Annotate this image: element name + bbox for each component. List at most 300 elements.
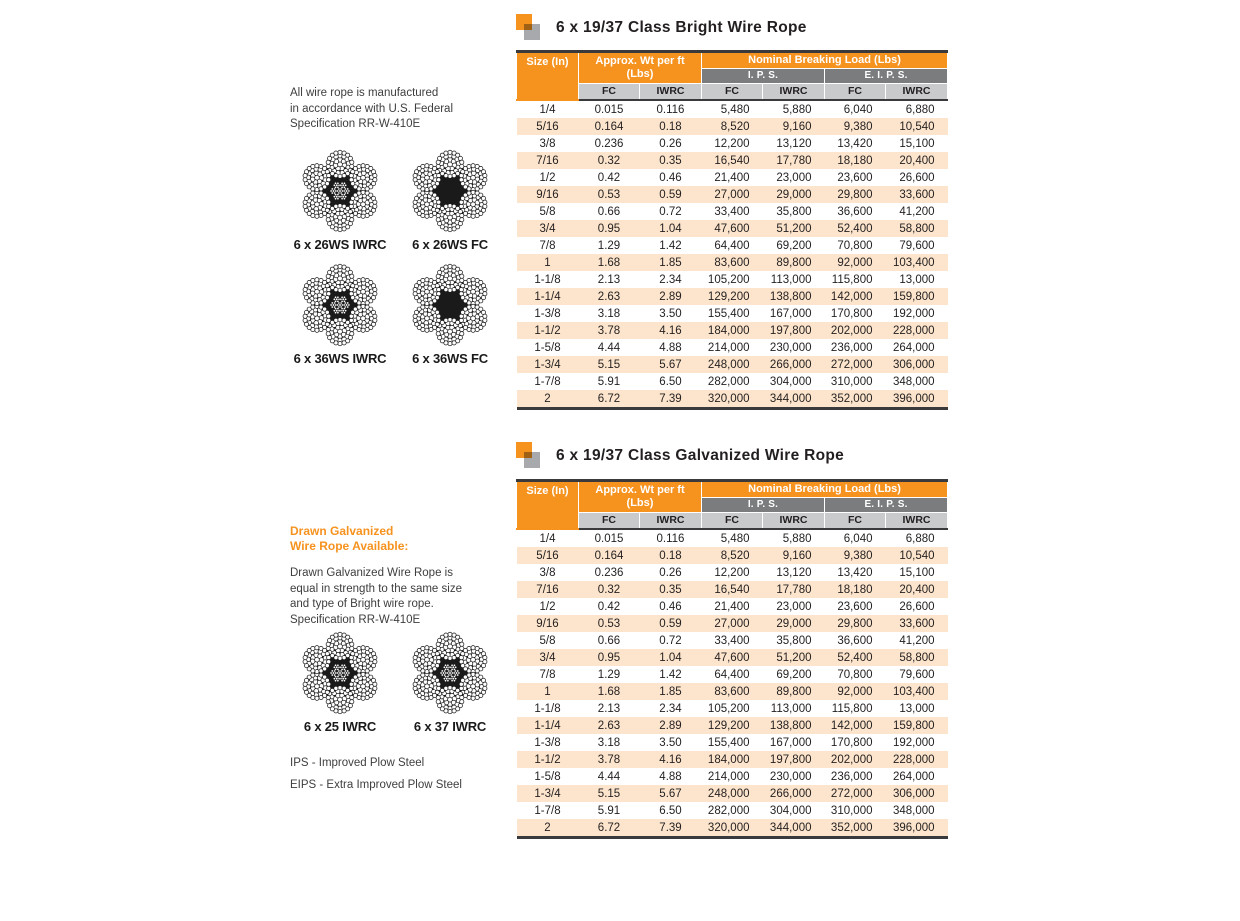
table-cell: 15,100 [899,137,935,150]
table-row [517,649,948,666]
table-cell: 1.42 [659,239,682,252]
table-cell: 33,400 [714,634,750,647]
table-row [517,118,948,135]
table-cell: 2.13 [597,273,621,286]
diagram-label: 6 x 25 IWRC [303,719,377,734]
table-cell: 0.72 [659,205,682,218]
table-cell: 4.44 [597,770,621,783]
table-cell: 58,800 [899,651,935,664]
table-cell: 58,800 [899,222,935,235]
col-header-ips: I. P. S. [702,69,825,84]
table-row [517,547,948,564]
table-cell: 1-7/8 [534,804,561,817]
table-cell: 184,000 [707,324,750,337]
table-cell: 2.63 [597,290,621,303]
table-row [517,169,948,186]
diagram-6x25-iwrc [285,630,395,734]
table-cell: 21,400 [714,171,750,184]
table-cell: 129,200 [707,719,750,732]
table-cell: 79,600 [899,668,935,681]
table-row [517,632,948,649]
table-cell: 9/16 [536,188,559,201]
table-cell: 1-3/4 [534,787,561,800]
table-cell: 1-5/8 [534,770,561,783]
table-cell: 2.89 [659,719,682,732]
table-row [517,220,948,237]
ips-abbreviation: IPS - Improved Plow Steel [290,757,425,769]
table-cell: 0.59 [659,617,682,630]
table-cell: 6.50 [659,804,682,817]
table-cell: 272,000 [830,358,873,371]
table-cell: 89,800 [776,685,812,698]
table-cell: 5/8 [539,205,556,218]
table-cell: 0.35 [659,154,682,167]
table-cell: 8,520 [720,549,750,562]
table-cell: 13,000 [899,273,935,286]
table-cell: 155,400 [707,736,750,749]
table-cell: 1.04 [659,651,682,664]
table-cell: 20,400 [899,154,935,167]
table-cell: 23,600 [837,171,873,184]
table-cell: 7.39 [659,821,682,834]
table-cell: 64,400 [714,668,750,681]
diagram-label: 6 x 36WS IWRC [293,351,387,366]
table-cell: 1.68 [597,256,621,269]
note-line: Specification RR-W-410E [290,613,421,626]
table-cell: 202,000 [830,324,873,337]
table-cell: 0.46 [659,600,682,613]
table-cell: 3/4 [539,651,556,664]
table-cell: 2.34 [659,273,682,286]
table-cell: 21,400 [714,600,750,613]
table-cell: 113,000 [770,273,812,286]
table-cell: 348,000 [892,804,935,817]
table-cell: 3/4 [539,222,556,235]
table-cell: 5.67 [659,358,682,371]
table-cell: 197,800 [769,324,812,337]
table-cell: 10,540 [899,120,935,133]
table-cell: 214,000 [707,770,750,783]
diagram-row-1 [285,148,505,252]
wire-rope-cross-section-icon [403,262,497,348]
table-cell: 352,000 [830,392,873,405]
col-header-iwrc: IWRC [886,84,948,101]
col-header-eips: E. I. P. S. [825,69,948,84]
table-cell: 0.46 [659,171,682,184]
table-row [517,100,948,118]
table-cell: 16,540 [714,154,750,167]
table-cell: 29,800 [837,617,873,630]
table-cell: 1 [544,685,551,698]
table-cell: 1-1/8 [534,702,561,715]
table-cell: 1.42 [659,668,682,681]
table-cell: 83,600 [714,256,750,269]
table-cell: 115,800 [831,702,873,715]
table-row [517,529,948,547]
table-cell: 1-7/8 [534,375,561,388]
table-cell: 5.91 [597,804,621,817]
table-cell: 33,600 [899,188,935,201]
table-cell: 9,380 [843,549,873,562]
table-cell: 105,200 [707,273,750,286]
table-cell: 1-1/2 [534,324,561,337]
table-row [517,186,948,203]
table-row [517,288,948,305]
table-cell: 4.16 [659,324,682,337]
table-cell: 167,000 [769,307,812,320]
table-cell: 6.72 [597,821,621,834]
table-row [517,305,948,322]
table-cell: 0.015 [594,532,624,545]
eips-abbreviation: EIPS - Extra Improved Plow Steel [290,779,462,791]
table-cell: 138,800 [769,719,812,732]
table-cell: 27,000 [714,188,750,201]
table-cell: 23,000 [776,600,812,613]
table-cell: 1-3/8 [534,307,561,320]
table-cell: 3/8 [539,137,556,150]
col-header-iwrc: IWRC [640,84,702,101]
col-header-size: Size (In) [517,52,579,101]
table-cell: 142,000 [830,719,873,732]
table-row [517,768,948,785]
table-cell: 9,160 [782,549,812,562]
table-cell: 105,200 [707,702,750,715]
table-cell: 306,000 [892,358,935,371]
diagram-6x36ws-fc [395,262,505,366]
wire-rope-cross-section-icon [293,148,387,234]
table-cell: 1.85 [659,256,682,269]
col-header-size: Size (In) [517,481,579,530]
table-cell: 4.16 [659,753,682,766]
table-cell: 1/2 [539,171,556,184]
table-cell: 3/8 [539,566,556,579]
table-cell: 0.53 [597,188,621,201]
table-cell: 8,520 [720,120,750,133]
col-header-fc: FC [702,513,763,530]
table-cell: 0.42 [597,171,621,184]
diagram-6x36ws-iwrc [285,262,395,366]
table-cell: 29,000 [776,188,812,201]
table-cell: 35,800 [776,634,812,647]
table-cell: 1.29 [597,668,621,681]
table-row [517,254,948,271]
table-cell: 0.53 [597,617,621,630]
table-cell: 192,000 [892,736,935,749]
table-row [517,717,948,734]
table-cell: 6,040 [843,103,873,116]
col-header-weight: Approx. Wt per ft (Lbs) [579,52,702,84]
table-cell: 4.44 [597,341,621,354]
table-cell: 115,800 [831,273,873,286]
table-cell: 13,420 [837,566,873,579]
col-header-breaking-load: Nominal Breaking Load (Lbs) [702,481,948,498]
table-row [517,734,948,751]
wire-rope-cross-section-icon [293,630,387,716]
col-header-iwrc: IWRC [640,513,702,530]
col-header-fc: FC [702,84,763,101]
table-cell: 9,160 [782,120,812,133]
table-cell: 15,100 [899,566,935,579]
table-row [517,203,948,220]
diagram-row-3 [285,630,505,734]
col-header-breaking-load: Nominal Breaking Load (Lbs) [702,52,948,69]
table-cell: 170,800 [830,307,873,320]
table-cell: 27,000 [714,617,750,630]
table-cell: 3.78 [597,324,621,337]
table-cell: 29,800 [837,188,873,201]
table-cell: 1.04 [659,222,682,235]
table-cell: 167,000 [769,736,812,749]
table-row [517,564,948,581]
note-line: Specification RR-W-410E [290,118,421,130]
table-cell: 33,600 [899,617,935,630]
table-cell: 310,000 [830,375,873,388]
table-cell: 192,000 [892,307,935,320]
table-cell: 0.42 [597,600,621,613]
table-cell: 35,800 [776,205,812,218]
table-cell: 7/8 [539,668,556,681]
table-cell: 12,200 [714,137,750,150]
diagram-6x37-iwrc [395,630,505,734]
table-cell: 2.34 [659,702,682,715]
table-row [517,271,948,288]
table-cell: 5,880 [782,103,812,116]
table-cell: 396,000 [892,392,935,405]
table-row [517,152,948,169]
table-cell: 20,400 [899,583,935,596]
wire-rope-cross-section-icon [293,262,387,348]
table-cell: 26,600 [899,171,935,184]
table-cell: 214,000 [707,341,750,354]
table-cell: 230,000 [769,770,812,783]
table-cell: 64,400 [714,239,750,252]
table-cell: 23,600 [837,600,873,613]
galvanized-wire-rope-table [516,479,947,839]
table-row [517,135,948,152]
wire-rope-cross-section-icon [403,630,497,716]
table-cell: 344,000 [769,821,812,834]
federal-spec-note [290,86,453,133]
table-cell: 3.50 [659,307,682,320]
table-row [517,390,948,409]
table-cell: 5,480 [720,103,750,116]
table-cell: 1-5/8 [534,341,561,354]
table-cell: 6,040 [843,532,873,545]
table-cell: 0.164 [594,120,624,133]
table-cell: 170,800 [830,736,873,749]
table-cell: 0.95 [597,651,621,664]
table-cell: 264,000 [892,770,935,783]
table-cell: 0.66 [597,205,621,218]
table-cell: 282,000 [707,375,750,388]
table-cell: 184,000 [707,753,750,766]
diagram-row-2 [285,262,505,366]
table-cell: 0.66 [597,634,621,647]
section-title-galvanized [516,440,844,472]
table-cell: 266,000 [769,358,812,371]
table-cell: 272,000 [830,787,873,800]
table-cell: 51,200 [776,651,812,664]
table-cell: 1/4 [539,532,556,545]
table-cell: 3.78 [597,753,621,766]
table-cell: 2.63 [597,719,621,732]
table-cell: 5.67 [659,787,682,800]
table-cell: 13,120 [776,137,812,150]
table-cell: 1/4 [539,103,556,116]
table-cell: 320,000 [707,821,750,834]
col-header-weight: Approx. Wt per ft (Lbs) [579,481,702,513]
col-header-ips: I. P. S. [702,498,825,513]
table-cell: 0.35 [659,583,682,596]
table-cell: 103,400 [892,685,935,698]
table-cell: 1-1/4 [534,290,561,303]
table-cell: 138,800 [769,290,812,303]
table-cell: 70,800 [837,239,873,252]
table-cell: 0.26 [659,566,682,579]
table-cell: 18,180 [837,154,873,167]
table-cell: 92,000 [837,256,873,269]
heading-line: Drawn Galvanized [290,524,394,538]
table-cell: 79,600 [899,239,935,252]
table-cell: 0.18 [659,549,682,562]
table-cell: 304,000 [769,804,812,817]
table-cell: 155,400 [707,307,750,320]
table-cell: 9,380 [843,120,873,133]
table-cell: 228,000 [892,324,935,337]
table-cell: 306,000 [892,787,935,800]
table-cell: 1-1/4 [534,719,561,732]
table-cell: 6,880 [905,103,935,116]
table-row [517,356,948,373]
table-cell: 159,800 [892,290,935,303]
table-cell: 0.116 [656,532,685,545]
table-cell: 1.29 [597,239,621,252]
table-cell: 2 [544,392,551,405]
table-cell: 69,200 [776,668,812,681]
col-header-iwrc: IWRC [886,513,948,530]
table-cell: 202,000 [830,753,873,766]
section-title-bright [516,12,807,44]
table-cell: 4.88 [659,341,682,354]
table-cell: 0.32 [597,583,621,596]
table-row [517,339,948,356]
col-header-eips: E. I. P. S. [825,498,948,513]
table-cell: 12,200 [714,566,750,579]
col-header-fc: FC [579,84,640,101]
table-row [517,373,948,390]
galvanized-note [290,566,462,628]
wire-rope-cross-section-icon [403,148,497,234]
table-cell: 13,120 [776,566,812,579]
table-cell: 36,600 [837,205,873,218]
table-row [517,598,948,615]
table-cell: 4.88 [659,770,682,783]
table-cell: 0.32 [597,154,621,167]
table-cell: 103,400 [892,256,935,269]
table-cell: 0.116 [656,103,685,116]
table-row [517,751,948,768]
table-cell: 52,400 [837,651,873,664]
table-cell: 3.18 [597,736,621,749]
table-cell: 7.39 [659,392,682,405]
table-cell: 0.236 [594,566,624,579]
table-cell: 1-1/2 [534,753,561,766]
table-cell: 0.236 [594,137,624,150]
note-line: All wire rope is manufactured [290,87,439,99]
table-cell: 282,000 [707,804,750,817]
table-cell: 41,200 [899,205,935,218]
col-header-iwrc: IWRC [763,513,825,530]
table-cell: 266,000 [769,787,812,800]
table-cell: 0.72 [659,634,682,647]
table-cell: 1-3/8 [534,736,561,749]
table-cell: 1/2 [539,600,556,613]
col-header-fc: FC [825,513,886,530]
table-cell: 47,600 [714,222,750,235]
diagram-label: 6 x 36WS FC [412,351,488,366]
table-cell: 230,000 [769,341,812,354]
table-cell: 83,600 [714,685,750,698]
table-cell: 1-1/8 [534,273,561,286]
table-cell: 264,000 [892,341,935,354]
table-cell: 0.015 [594,103,624,116]
table-row [517,785,948,802]
table-cell: 0.164 [594,549,624,562]
table-cell: 18,180 [837,583,873,596]
table-cell: 9/16 [536,617,559,630]
table-cell: 348,000 [892,375,935,388]
table-cell: 13,420 [837,137,873,150]
table-cell: 1.68 [597,685,621,698]
table-cell: 5,480 [720,532,750,545]
table-cell: 3.18 [597,307,621,320]
table-cell: 33,400 [714,205,750,218]
table-cell: 3.50 [659,736,682,749]
table-cell: 344,000 [769,392,812,405]
table-cell: 113,000 [770,702,812,715]
table-row [517,683,948,700]
table-cell: 2.89 [659,290,682,303]
table-cell: 159,800 [892,719,935,732]
table-cell: 1.85 [659,685,682,698]
table-cell: 5,880 [782,532,812,545]
table-cell: 248,000 [707,358,750,371]
table-cell: 5.15 [597,787,621,800]
table-cell: 17,780 [776,154,812,167]
page-title: 6 x 19/37 Class Bright Wire Rope [556,19,807,36]
table-cell: 352,000 [830,821,873,834]
table-cell: 7/8 [539,239,556,252]
table-cell: 0.18 [659,120,682,133]
table-cell: 47,600 [714,651,750,664]
diagram-label: 6 x 26WS FC [412,237,488,252]
table-cell: 5.91 [597,375,621,388]
table-cell: 1 [544,256,551,269]
table-cell: 0.95 [597,222,621,235]
table-cell: 13,000 [899,702,935,715]
table-cell: 26,600 [899,600,935,613]
table-cell: 5/16 [536,120,559,133]
table-cell: 89,800 [776,256,812,269]
table-cell: 1-3/4 [534,358,561,371]
table-cell: 0.59 [659,188,682,201]
table-cell: 2 [544,821,551,834]
table-cell: 29,000 [776,617,812,630]
diagram-label: 6 x 37 IWRC [413,719,487,734]
orange-gray-squares-icon [516,441,544,471]
table-cell: 17,780 [776,583,812,596]
table-cell: 5/8 [539,634,556,647]
